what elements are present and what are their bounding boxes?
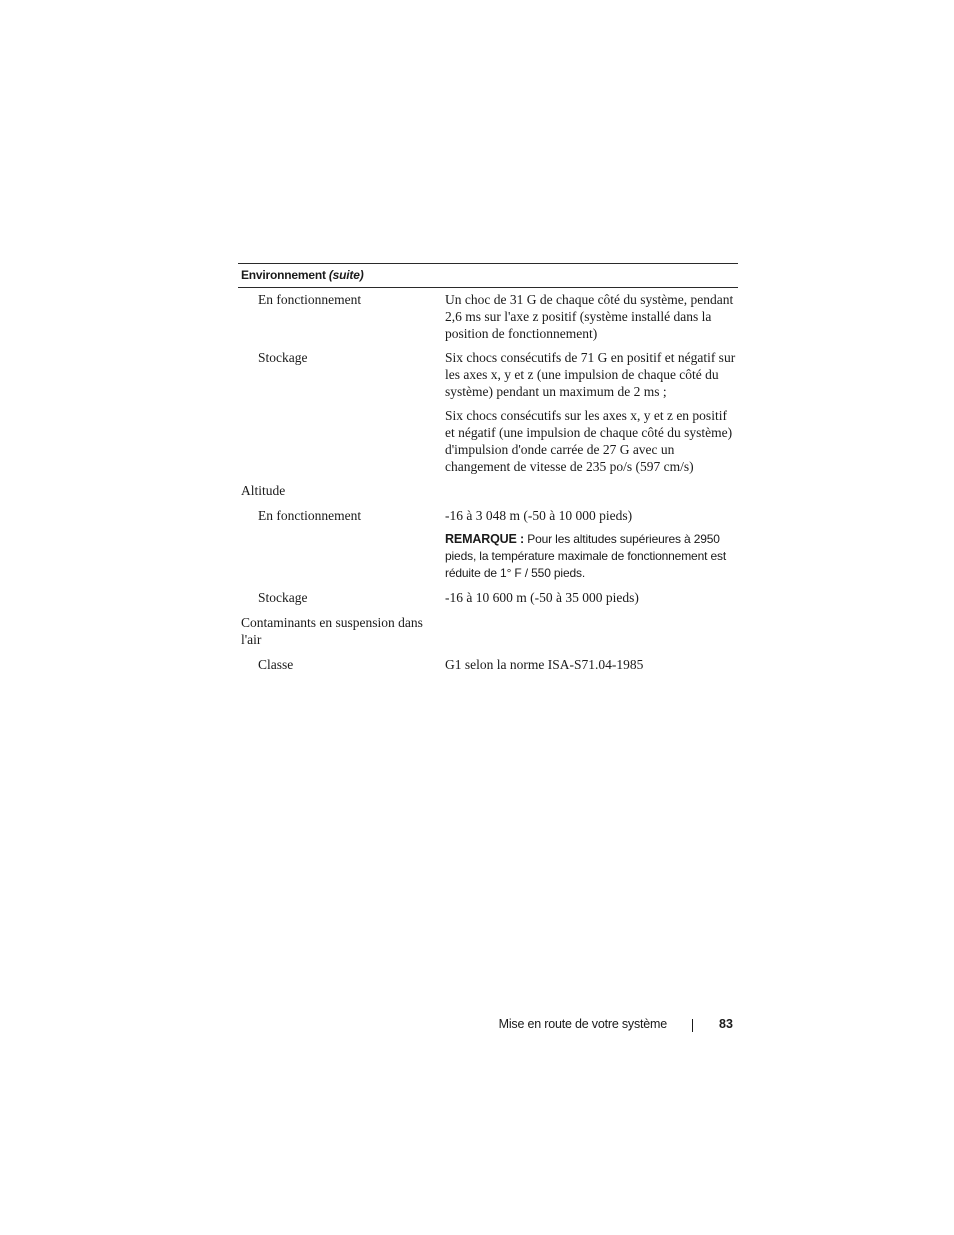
- row-value: G1 selon la norme ISA-S71.04-1985: [445, 657, 644, 672]
- page-number: 83: [719, 1017, 733, 1031]
- section-label: Contaminants en suspension dans l'air: [241, 615, 423, 647]
- row-value: -16 à 10 600 m (-50 à 35 000 pieds): [445, 590, 639, 605]
- table-header-suffix: (suite): [328, 268, 364, 282]
- table-section-row: [238, 482, 738, 499]
- row-label: En fonctionnement: [258, 292, 362, 307]
- row-label: Stockage: [258, 590, 308, 605]
- table-header: [238, 264, 738, 288]
- row-label: En fonctionnement: [258, 508, 362, 523]
- note-label: REMARQUE :: [445, 532, 525, 546]
- footer-divider: [692, 1019, 693, 1032]
- table-row: [238, 656, 738, 673]
- table-row: [238, 349, 738, 475]
- table-row: [238, 589, 738, 606]
- value-paragraph: Un choc de 31 G de chaque côté du système, pendant 2,6 ms sur l'axe z positif (système installé dans la position de fonctionnement): [445, 292, 734, 341]
- note-text: Pour les altitudes supérieures à 2950 pieds, la température maximale de fonctionnement est réduite de 1° F / 550 pieds.: [445, 532, 727, 580]
- spec-table: [238, 263, 738, 673]
- value-paragraph: Six chocs consécutifs sur les axes x, y et z en positif et négatif (une impulsion de chaque côté du système) d'impulsion d'onde carrée de 27 G avec un changement de vitesse de 235 po/s (597 cm/s): [445, 408, 733, 474]
- footer-title: Mise en route de votre système: [498, 1017, 667, 1031]
- page-footer: [0, 1015, 954, 1035]
- note: [445, 531, 736, 582]
- table-row: [238, 507, 738, 582]
- value-paragraph: -16 à 3 048 m (-50 à 10 000 pieds): [445, 508, 633, 523]
- value-paragraph: Six chocs consécutifs de 71 G en positif et négatif sur les axes x, y et z (une impulsion de chaque côté du système) pendant un maximum de 2 ms ;: [445, 350, 736, 399]
- row-value: [445, 507, 738, 582]
- row-value: [445, 349, 738, 475]
- row-label: Classe: [258, 657, 294, 672]
- table-section-row: [238, 614, 738, 648]
- section-label: Altitude: [241, 483, 286, 498]
- table-header-title: Environnement: [241, 268, 326, 282]
- row-value: [445, 291, 738, 342]
- row-label: Stockage: [258, 350, 308, 365]
- table-row: [238, 291, 738, 342]
